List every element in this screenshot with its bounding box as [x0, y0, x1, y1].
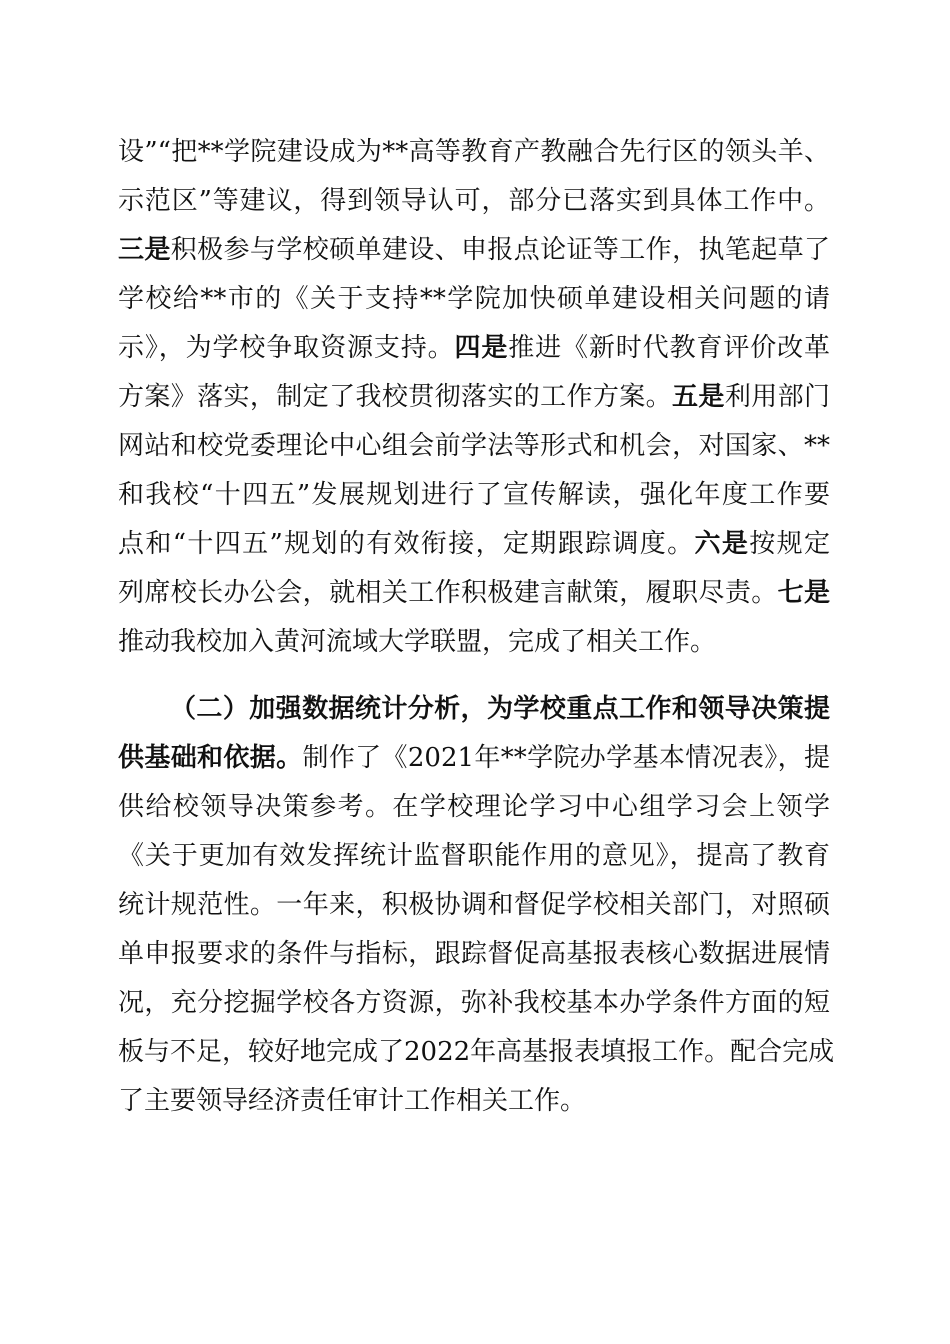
text-span: 了主要领导经济责任审计工作相关工作。 — [118, 1086, 587, 1116]
bold-marker: 七是 — [777, 578, 830, 608]
text-line — [118, 275, 830, 323]
text-line — [118, 1077, 830, 1125]
text-span: 示》，为学校争取资源支持。 — [118, 333, 455, 363]
text-line — [118, 618, 830, 666]
text-span: 按规定 — [749, 529, 830, 559]
text-line — [118, 930, 830, 978]
text-span: 制作了《2021年**学院办学基本情况表》，提 — [302, 743, 830, 773]
text-line — [118, 128, 830, 176]
text-span: 供给校领导决策参考。在学校理论学习中心组学习会上领学 — [118, 792, 830, 822]
text-line — [118, 373, 830, 421]
text-span: 推进《新时代教育评价改革 — [508, 333, 830, 363]
bold-marker: 三是 — [118, 235, 171, 265]
text-span: 单申报要求的条件与指标，跟踪督促高基报表核心数据进展情 — [118, 939, 830, 969]
text-span: 学校给**市的《关于支持**学院加快硕单建设相关问题的请 — [118, 284, 830, 314]
text-span: 板与不足，较好地完成了2022年高基报表填报工作。配合完成 — [118, 1037, 835, 1067]
text-span: 推动我校加入黄河流域大学联盟，完成了相关工作。 — [118, 627, 717, 657]
text-line — [118, 881, 830, 929]
bold-marker: 五是 — [672, 382, 725, 412]
text-span: 点和“十四五”规划的有效衔接，定期跟踪调度。 — [118, 529, 695, 559]
text-line — [118, 226, 830, 274]
heading-text: （二）加强数据统计分析，为学校重点工作和领导决策提 — [170, 694, 830, 724]
text-line — [118, 324, 830, 372]
text-span: 设”“把**学院建设成为**高等教育产教融合先行区的领头羊、 — [118, 137, 830, 167]
section-heading — [170, 685, 830, 733]
bold-marker: 四是 — [454, 333, 509, 363]
text-span: 网站和校党委理论中心组会前学法等形式和机会，对国家、** — [118, 431, 830, 461]
text-line — [118, 177, 830, 225]
text-line — [118, 1028, 835, 1076]
text-line — [118, 520, 830, 568]
text-line — [118, 832, 830, 880]
bold-marker: 六是 — [694, 529, 750, 559]
heading-text: 供基础和依据。 — [118, 743, 303, 773]
text-span: 统计规范性。一年来，积极协调和督促学校相关部门，对照硕 — [118, 890, 830, 920]
text-span: 列席校长办公会，就相关工作积极建言献策，履职尽责。 — [118, 578, 778, 608]
text-span: 《关于更加有效发挥统计监督职能作用的意见》，提高了教育 — [118, 841, 830, 871]
text-span: 积极参与学校硕单建设、申报点论证等工作，执笔起草了 — [170, 235, 830, 265]
text-span: 利用部门 — [724, 382, 830, 412]
text-line — [118, 979, 830, 1027]
text-span: 示范区”等建议，得到领导认可，部分已落实到具体工作中。 — [118, 186, 830, 216]
text-span: 况，充分挖掘学校各方资源，弥补我校基本办学条件方面的短 — [118, 988, 830, 1018]
text-span: 和我校“十四五”发展规划进行了宣传解读，强化年度工作要 — [118, 480, 830, 510]
text-line — [118, 422, 830, 470]
text-line — [118, 471, 830, 519]
text-line — [118, 783, 830, 831]
text-line — [118, 569, 830, 617]
text-span: 方案》落实，制定了我校贯彻落实的工作方案。 — [118, 382, 673, 412]
text-line — [118, 734, 830, 782]
